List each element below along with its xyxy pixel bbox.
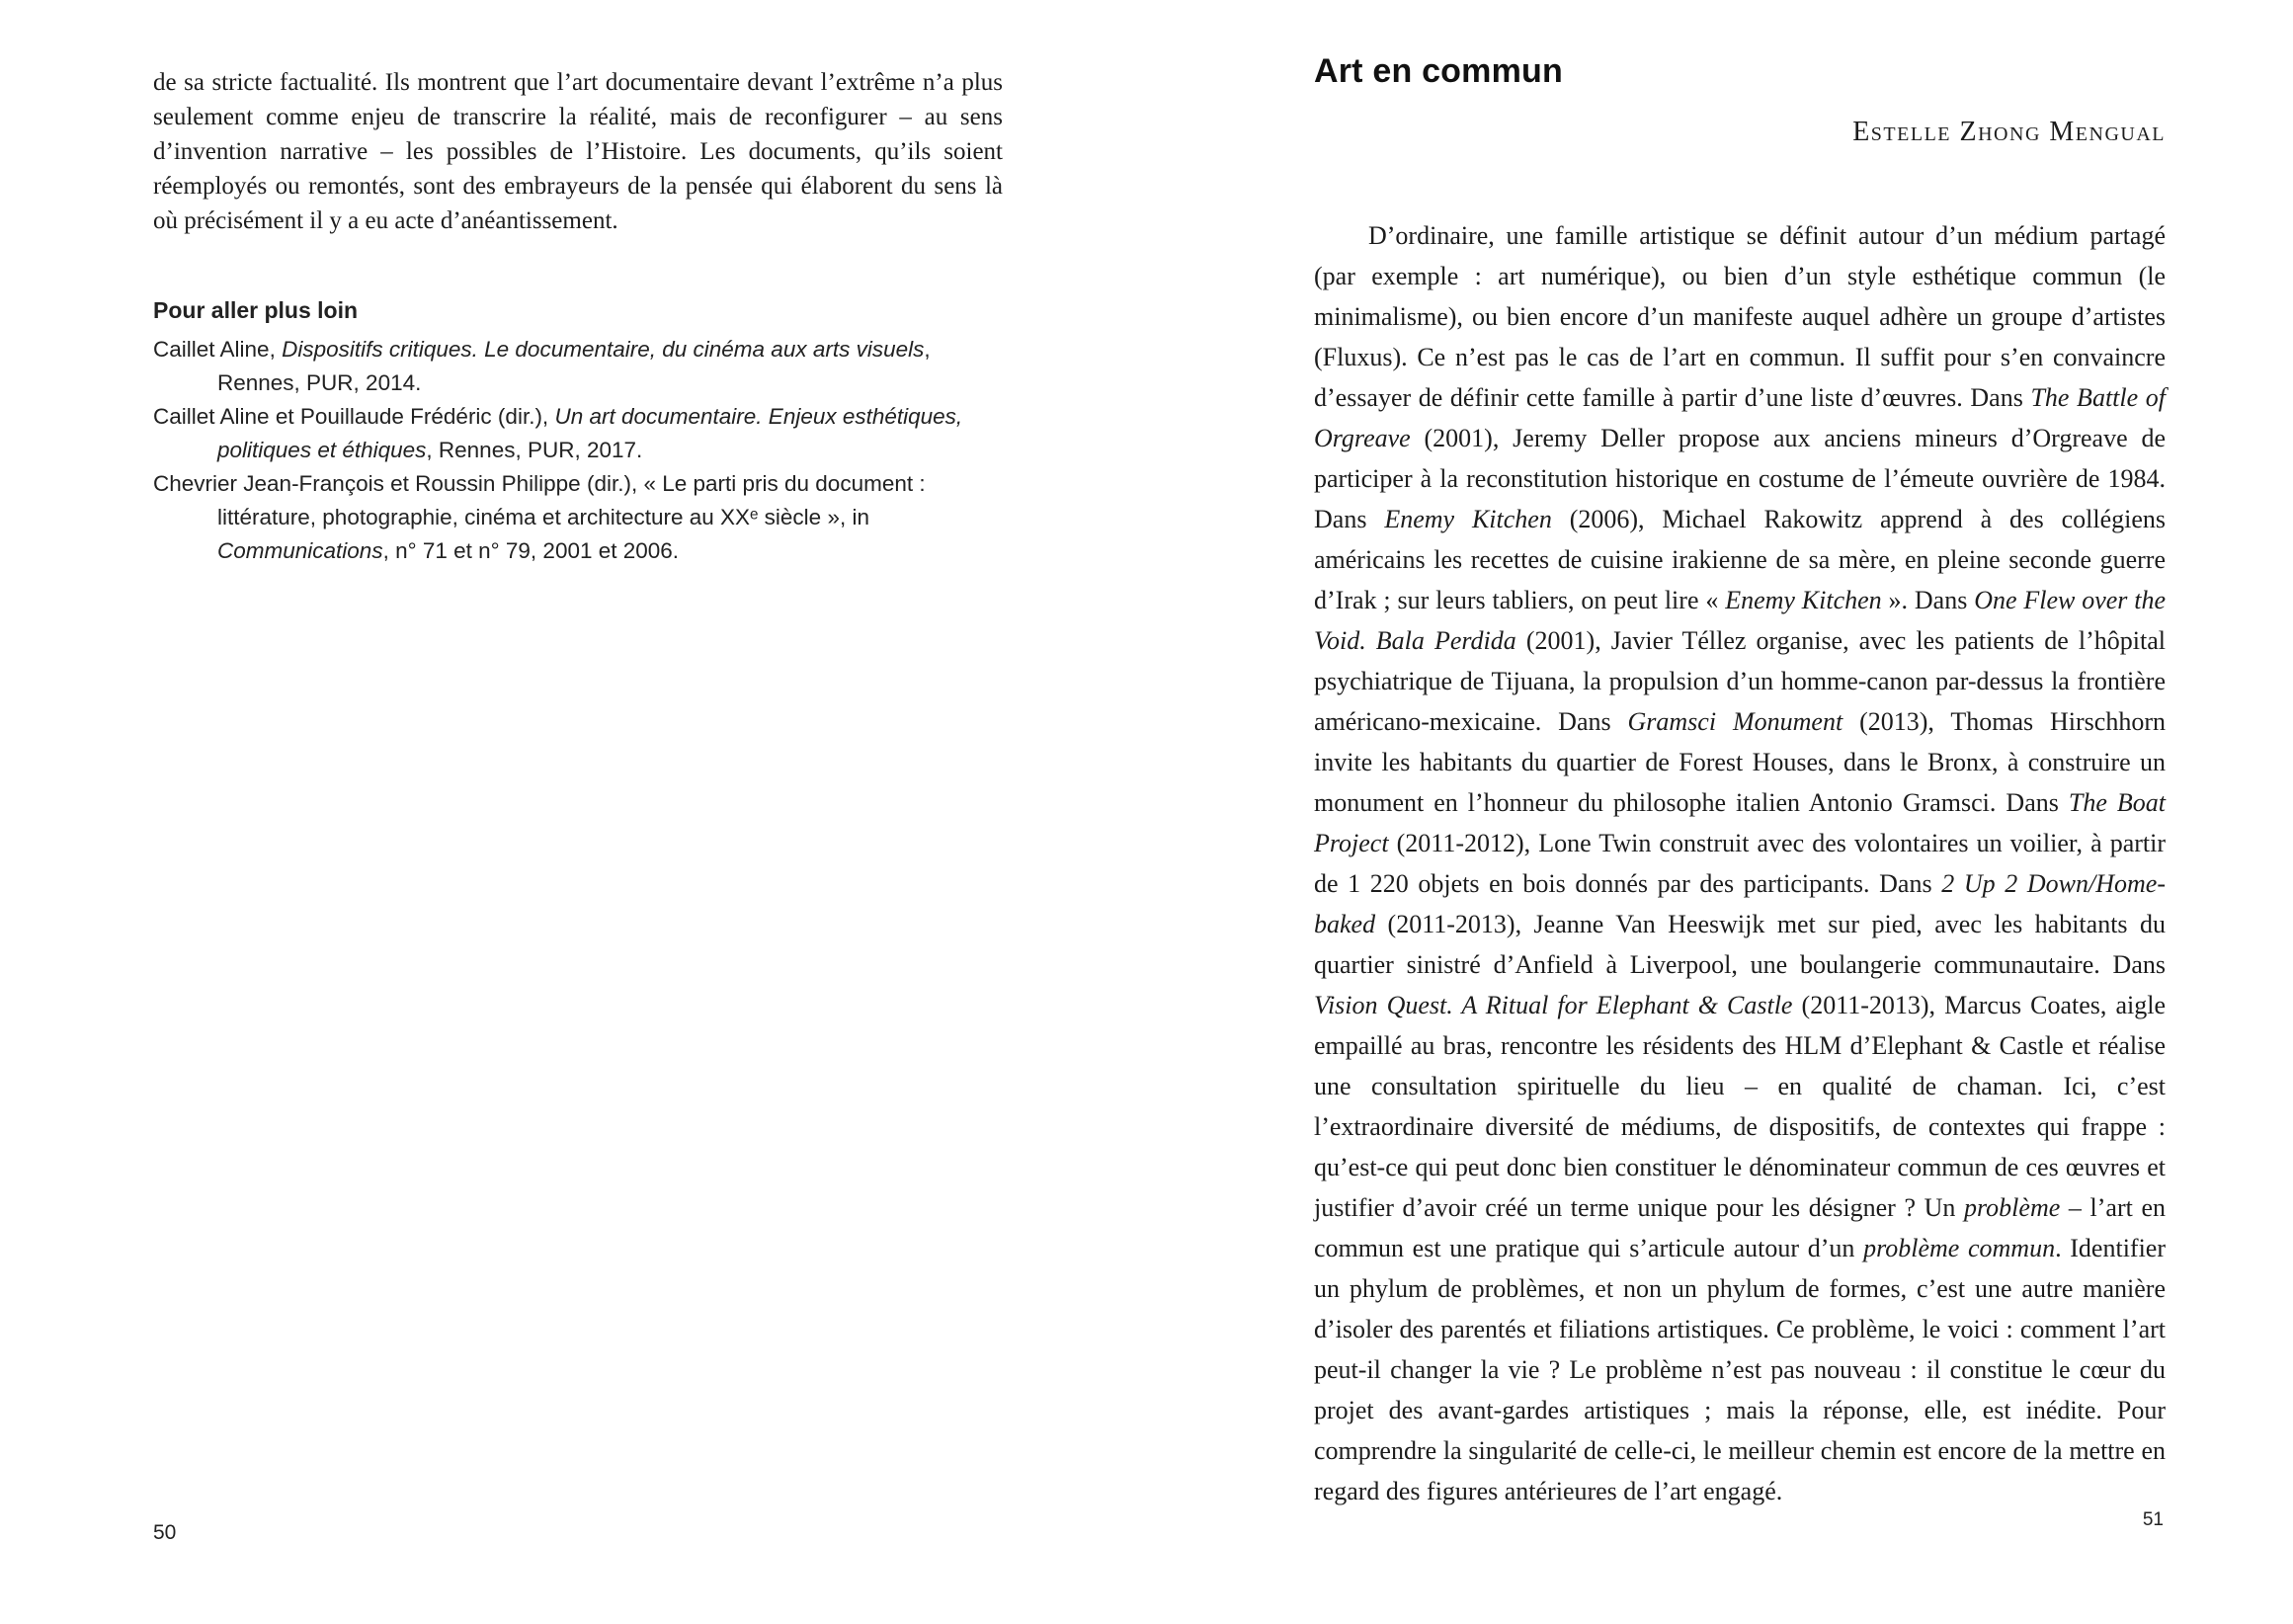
chapter-title: Art en commun [1314,52,1563,90]
left-page-content [153,65,1003,568]
page-number-left: 50 [153,1521,177,1544]
bibliography-entry: Caillet Aline et Pouillaude Frédéric (dir.), Un art documentaire. Enjeux esthétiques, politiques et éthiques, Rennes, PUR, 2017. [153,404,963,462]
bibliography-list [153,333,1003,568]
bibliography-entry: Chevrier Jean-François et Roussin Philippe (dir.), « Le parti pris du document : littérature, photographie, cinéma et architecture au XXᵉ siècle », in Communications, n° 71 et n° 79, 2001 et 2006. [153,471,926,563]
page-left [0,0,1146,1624]
page-number-right: 51 [2142,1509,2164,1530]
further-reading-heading: Pour aller plus loin [153,297,359,323]
left-body-paragraph: de sa stricte factualité. Ils montrent que l’art documentaire devant l’extrême n’a plus seulement comme enjeu de transcrire la réalité, mais de reconfigurer – au sens d’invention narrative – les possibles de l’Histoire. Les documents, qu’ils soient réemployés ou remontés, sont des embrayeurs de la pensée qui élaborent du sens là où précisément il y a eu acte d’anéantissement. [153,69,1003,234]
page-right [1146,0,2293,1624]
bibliography-entry: Caillet Aline, Dispositifs critiques. Le documentaire, du cinéma aux arts visuels, Rennes, PUR, 2014. [153,337,931,395]
right-page-content [1314,51,2166,1511]
author-name: Estelle Zhong Mengual [1852,117,2166,147]
chapter-body-paragraph: D’ordinaire, une famille artistique se définit autour d’un médium partagé (par exemple : art numérique), ou bien d’un style esthétique commun (le minimalisme), ou bien encore d’un manifeste auquel adhère un groupe d’artistes (Fluxus). Ce n’est pas le cas de l’art en commun. Il suffit pour s’en convaincre d’essayer de définir cette famille à partir d’une liste d’œuvres. Dans The Battle of Orgreave (2001), Jeremy Deller propose aux anciens mineurs d’Orgreave de participer à la reconstitution historique en costume de l’émeute ouvrière de 1984. Dans Enemy Kitchen (2006), Michael Rakowitz apprend à des collégiens américains les recettes de cuisine irakienne de sa mère, en pleine seconde guerre d’Irak ; sur leurs tabliers, on peut lire « Enemy Kitchen ». Dans One Flew over the Void. Bala Perdida (2001), Javier Téllez organise, avec les patients de l’hôpital psychiatrique de Tijuana, la propulsion d’un homme-canon par-dessus la frontière américano-mexicaine. Dans Gramsci Monument (2013), Thomas Hirschhorn invite les habitants du quartier de Forest Houses, dans le Bronx, à construire un monument en l’honneur du philosophe italien Antonio Gramsci. Dans The Boat Project (2011-2012), Lone Twin construit avec des volontaires un voilier, à partir de 1 220 objets en bois donnés par des participants. Dans 2 Up 2 Down/Home- baked (2011-2013), Jeanne Van Heeswijk met sur pied, avec les habitants du quartier sinistré d’Anfield à Liverpool, une boulangerie communautaire. Dans Vision Quest. A Ritual for Elephant & Castle (2011-2013), Marcus Coates, aigle empaillé au bras, rencontre les résidents des HLM d’Elephant & Castle et réalise une consultation spirituelle du lieu – en qualité de chaman. Ici, c’est l’extraordinaire diversité de médiums, de dispositifs, de contextes qui frappe : qu’est-ce qui peut donc bien constituer le dénominateur commun de ces œuvres et justifier d’avoir créé un terme unique pour les désigner ? Un problème – l’art en commun est une pratique qui s’articule autour d’un problème commun. Identifier un phylum de problèmes, et non un phylum de formes, c’est une autre manière d’isoler des parentés et filiations artistiques. Ce problème, le voici : comment l’art peut-il changer la vie ? Le problème n’est pas nouveau : il constitue le cœur du projet des avant-gardes artistiques ; mais la réponse, elle, est inédite. Pour comprendre la singularité de celle-ci, le meilleur chemin est encore de la mettre en regard des figures antérieures de l’art engagé. [1314,221,2167,1505]
